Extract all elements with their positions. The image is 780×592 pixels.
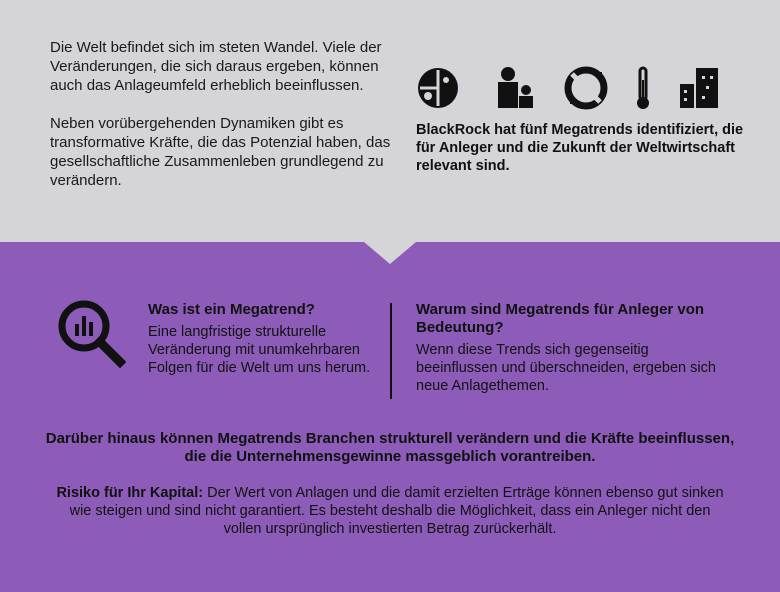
headline: BlackRock hat fünf Megatrends identifiziert, die für Anleger und die Zukunft der Weltwirtschaft relevant sind. bbox=[416, 122, 744, 174]
intro-paragraph-2: Neben vorübergehenden Dynamiken gibt es transformative Kräfte, die das Potenzial haben, das gesellschaftliche Zusammenleben grundlegend zu verändern. bbox=[50, 115, 391, 189]
demographics-people-icon bbox=[494, 66, 538, 110]
why-megatrends-matter bbox=[416, 301, 716, 395]
summary-statement: Darüber hinaus können Megatrends Branchen strukturell verändern und die Kräfte beeinflussen, die die Unternehmensgewinne massgeblich vorantreiben. bbox=[45, 430, 735, 465]
column-divider bbox=[390, 303, 392, 399]
intro-text bbox=[50, 38, 395, 209]
risk-warning bbox=[50, 484, 730, 538]
megatrend-section bbox=[0, 242, 780, 592]
technology-disc-icon bbox=[416, 66, 460, 110]
why-matters-text: Wenn diese Trends sich gegenseitig beeinflussen und überschneiden, ergeben sich neue Anlagethemen. bbox=[416, 342, 716, 394]
risk-text: Der Wert von Anlagen und die damit erzielten Erträge können ebenso gut sinken wie steigen und sind nicht garantiert. Es besteht deshalb die Möglichkeit, dass ein Anleger nicht den vollen ursprünglich investierten Betrag zurückerhält. bbox=[69, 485, 724, 537]
what-is-text: Eine langfristige strukturelle Veränderung mit unumkehrbaren Folgen für die Welt um uns herum. bbox=[148, 324, 371, 376]
economic-power-cycle-icon bbox=[564, 66, 608, 110]
what-is-title: Was ist ein Megatrend? bbox=[148, 301, 315, 318]
magnifier-chart-icon bbox=[56, 298, 126, 368]
megatrend-icons bbox=[416, 66, 726, 110]
intro-paragraph-1: Die Welt befindet sich im steten Wandel. Viele der Veränderungen, die sich daraus ergeben, können auch das Anlageumfeld erheblich beeinflussen. bbox=[50, 39, 382, 94]
climate-thermometer-icon bbox=[628, 66, 658, 110]
risk-label: Risiko für Ihr Kapital: bbox=[56, 485, 204, 501]
why-matters-title: Warum sind Megatrends für Anleger von Bedeutung? bbox=[416, 301, 705, 336]
urbanization-buildings-icon bbox=[680, 66, 720, 110]
section-pointer bbox=[364, 242, 416, 264]
what-is-megatrend bbox=[148, 301, 383, 377]
